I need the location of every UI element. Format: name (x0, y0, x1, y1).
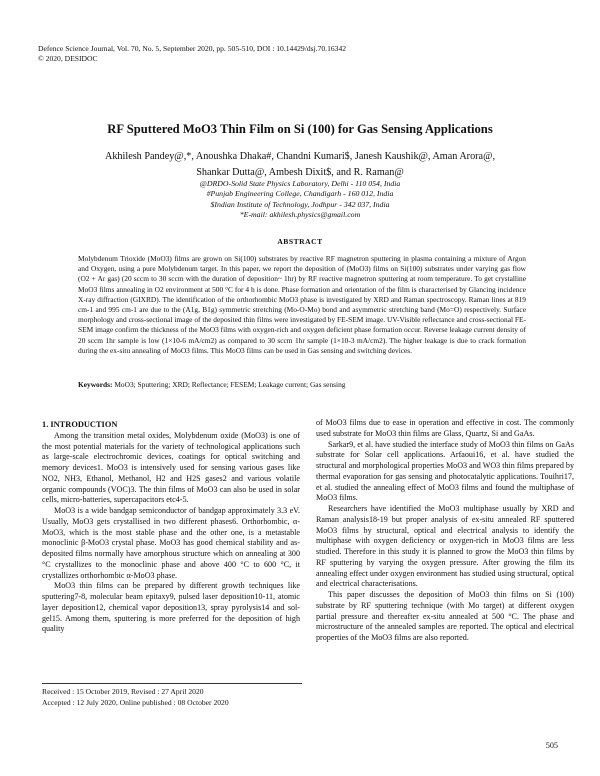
author-list (40, 149, 560, 181)
section-heading: 1. INTRODUCTION (42, 420, 118, 429)
paper-title: RF Sputtered MoO3 Thin Film on Si (100) for Gas Sensing Applications (107, 122, 493, 136)
body-paragraph: of MoO3 films due to ease in operation and effective in cost. The commonly used substrate for MoO3 thin films are Glass, Quartz, Si and GaAs. (316, 418, 574, 438)
page-number: 505 (545, 741, 558, 750)
body-paragraph: Researchers have identified the MoO3 multiphase usually by XRD and Raman analysis18-19 but proper analysis of ex-situ annealed RF sputtered MoO3 films by structural, optical and electrical analysis to identify the multiphase with oxygen deficiency or oxygen-rich in MoO3 films are less studied. Therefore in this study it is planned to grow the MoO3 thin films by RF sputtering by varying the oxygen pressure. After growing the film its annealing effect under oxygen environment has studied using structural, optical and electrical characterisations. (316, 504, 574, 589)
keywords-label: Keywords: (78, 380, 113, 389)
accepted-line: Accepted : 12 July 2020, Online published : 08 October 2020 (42, 697, 229, 707)
journal-citation: Defence Science Journal, Vol. 70, No. 5, September 2020, pp. 505-510, DOI : 10.14429/dsj.70.16342 (38, 44, 347, 53)
journal-header (38, 44, 346, 64)
body-paragraph: MoO3 is a wide bandgap semiconductor of bandgap approximately 3.3 eV. Usually, MoO3 gets crystallised in two different phases6. Orthorhombic, α-MoO3, which is the most stable phase and the other one, is a metastable monoclinic β-MoO3 crystal phase. MoO3 has good chemical stability and as-deposited films normally have amorphous structure which on annealing at 300 °C crystallizes to the monoclinic phase and above 400 °C to 600 °C, it crystallizes orthorhombic α-MoO3 phase. (42, 506, 300, 580)
keywords-text: MoO3; Sputtering; XRD; Reflectance; FESEM; Leakage current; Gas sensing (114, 380, 346, 389)
body-paragraph: Among the transition metal oxides, Molybdenum oxide (MoO3) is one of the most potential materials for the variety of technological applications such as large-scale electrochromic devices, coatings for optical switching and memory devices1. MoO3 is intensively used for sensing various gases like NO2, NH3, Ethanol, Methanol, H2 and H2S gases2 and various volatile organic compounds (VOC)3. The thin films of MoO3 can also be used in solar cells, micro-batteries, supercapacitors etc4-5. (42, 430, 300, 505)
keywords (78, 380, 526, 389)
received-dates (42, 683, 302, 708)
body-paragraph: MoO3 thin films can be prepared by different growth techniques like sputtering7-8, molecular beam epitaxy9, pulsed laser deposition10-11, atomic layer deposition12, chemical vapor deposition13, spray pyrolysis14 and sol-gel15. Among them, sputtering is more preferred for the deposition of high quality (42, 581, 300, 634)
left-column (42, 420, 300, 635)
body-paragraph: Sarkar9, et al. have studied the interface study of MoO3 thin films on GaAs substrate for Solar cell applications. Arfaoui16, et al. have studied the structural and morphological properties MoO3 and WO3 thin films prepared by thermal evaporation for gas sensing and photocatalytic applications. Touihri17, et al. studied the annealing effect of MoO3 films and found the multiphase of MoO3 films. (316, 439, 574, 503)
right-column (316, 418, 574, 644)
abstract-body: Molybdenum Trioxide (MoO3) films are grown on Si(100) substrates by reactive RF magnetron sputtering in plasma containing a mixture of Argon and Oxygen, using a pure Molybdenum target. In this paper, we report the deposition of (MoO3) films on Si(100) substrates under varying gas flow (O2 + Ar gas) (20 sccm to 30 sccm with the duration of deposition~ 1hr) by RF reactive magnetron sputtering at room temperature. To get crystalline MoO3 films annealing in O2 environment at 500 °C for 4 h is done. Phase formation and orientation of the film is characterised by Glancing incidence X-ray diffraction (GIXRD). The identification of the orthorhombic MoO3 phase is investigated by XRD and Raman spectroscopy. Raman lines at 819 cm-1 and 995 cm-1 are due to the (A1g, B1g) symmetric stretching (Mo-O-Mo) bond and asymmetric stretching band (Mo=O) respectively. Surface morphology and cross-sectional image of the deposited thin films were investigated by FE-SEM image. UV-Visible reflectance and cross-sectional FE-SEM image confirm the thickness of the MoO3 films with oxygen-rich and oxygen deficient phase formation occur. Reverse leakage current density of 20 sccm 1hr sample is low (1×10-6 mA/cm2) as compared to 30 sccm 1hr sample (1×10-3 mA/cm2). The higher leakage is due to crack formation during the ex-situ annealing of MoO3 films. This MoO3 films can be used in Gas sensing and switching devices. (78, 254, 526, 355)
copyright-line: © 2020, DESIDOC (38, 54, 98, 63)
authors-line-2: Shankar Dutta@, Ambesh Dixit$, and R. Raman@ (196, 167, 404, 178)
body-paragraph: This paper discusses the deposition of MoO3 thin films on Si (100) substrate by RF sputtering technique (with Mo target) at different oxygen partial pressure and thereafter ex-situ annealed at 500 °C. The phase and microstructure of the annealed samples are reported. The optical and electrical properties of the MoO3 films are also reported. (316, 590, 574, 642)
affiliation-item: #Punjab Engineering College, Chandigarh - 160 012, India (206, 189, 394, 199)
affiliation-item: @DRDO-Solid State Physics Laboratory, Delhi - 110 054, India (199, 179, 401, 188)
author-email: *E-mail: akhilesh.physics@gmail.com (239, 209, 361, 219)
affiliation-item: $Indian Institute of Technology, Jodhpur - 342 037, India (210, 199, 390, 209)
abstract-heading: ABSTRACT (277, 237, 323, 246)
received-line: Received : 15 October 2019, Revised : 27 April 2020 (42, 687, 204, 696)
affiliations (40, 179, 560, 220)
authors-line-1: Akhilesh Pandey@,*, Anoushka Dhaka#, Chandni Kumari$, Janesh Kaushik@, Aman Arora@, (104, 151, 496, 162)
